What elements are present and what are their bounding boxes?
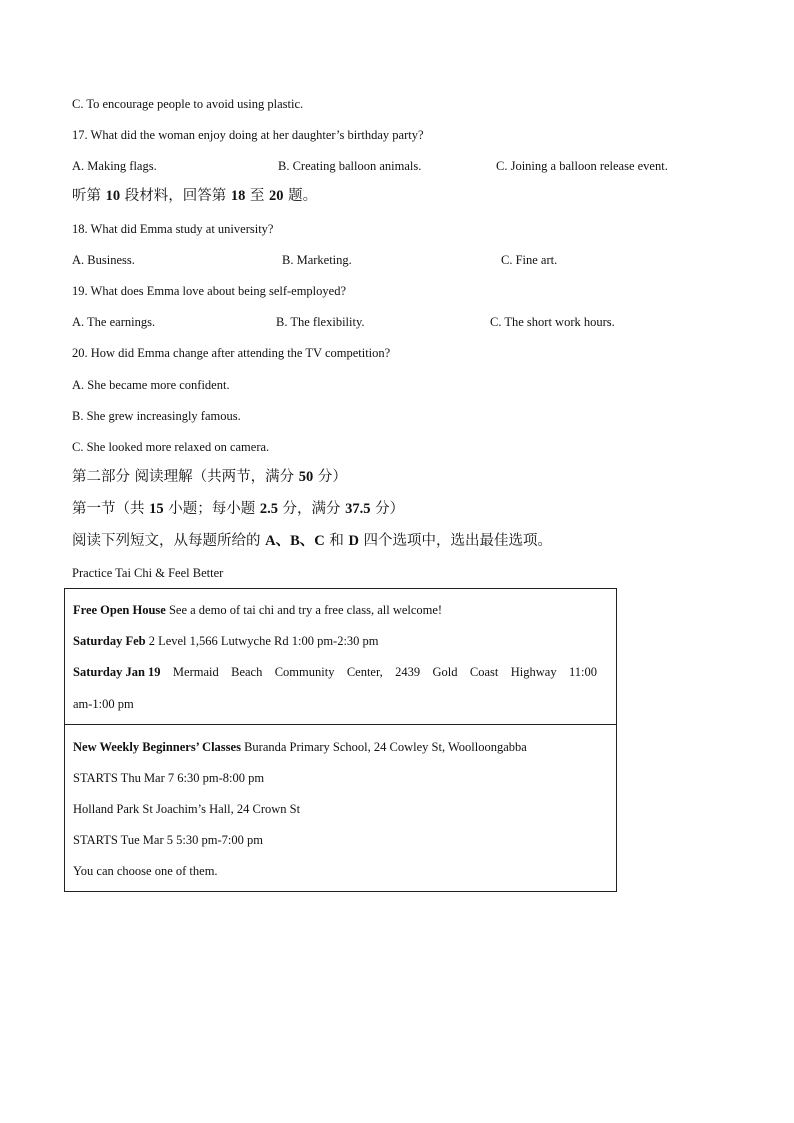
- section-10-instruction: 听第 10 段材料，回答第 18 至 20 题。: [72, 188, 318, 204]
- open-house-heading: Free Open House See a demo of tai chi and try a free class, all welcome!: [73, 603, 443, 617]
- q20-question: 20. How did Emma change after attending the TV competition?: [72, 346, 391, 360]
- q19-option-a: A. The earnings.: [72, 315, 156, 329]
- beginners-start-tue: STARTS Tue Mar 5 5:30 pm-7:00 pm: [73, 833, 263, 847]
- open-house-feb: Saturday Feb 2 Level 1,566 Lutwyche Rd 1:00 pm-2:30 pm: [73, 634, 379, 648]
- q17-question: 17. What did the woman enjoy doing at her daughter’s birthday party?: [72, 128, 424, 142]
- q16-option-c: C. To encourage people to avoid using plastic.: [72, 97, 304, 111]
- q17-option-c: C. Joining a balloon release event.: [496, 159, 668, 173]
- q20-option-b: B. She grew increasingly famous.: [72, 409, 241, 423]
- open-house-box: [64, 588, 617, 725]
- q19-question: 19. What does Emma love about being self-employed?: [72, 284, 346, 298]
- q17-option-a: A. Making flags.: [72, 159, 157, 173]
- q18-option-c: C. Fine art.: [501, 253, 558, 267]
- q19-option-c: C. The short work hours.: [490, 315, 615, 329]
- open-house-jan-time: am-1:00 pm: [73, 697, 134, 711]
- q17-option-b: B. Creating balloon animals.: [278, 159, 422, 173]
- q18-option-b: B. Marketing.: [282, 253, 352, 267]
- passage-title: Practice Tai Chi & Feel Better: [72, 566, 224, 580]
- part-two-heading: 第二部分 阅读理解（共两节，满分 50 分）: [72, 469, 347, 485]
- q18-question: 18. What did Emma study at university?: [72, 222, 274, 236]
- open-house-jan: Saturday Jan 19 Mermaid Beach Community Center, 2439 Gold Coast Highway 11:00: [73, 665, 597, 679]
- q19-option-b: B. The flexibility.: [276, 315, 365, 329]
- q18-option-a: A. Business.: [72, 253, 135, 267]
- beginners-choose-note: You can choose one of them.: [73, 864, 218, 878]
- beginners-classes-box: [64, 724, 617, 892]
- beginners-start-thu: STARTS Thu Mar 7 6:30 pm-8:00 pm: [73, 771, 265, 785]
- section-one-heading: 第一节（共 15 小题；每小题 2.5 分，满分 37.5 分）: [72, 501, 405, 517]
- q20-option-c: C. She looked more relaxed on camera.: [72, 440, 270, 454]
- q20-option-a: A. She became more confident.: [72, 378, 230, 392]
- beginners-holland-park: Holland Park St Joachim’s Hall, 24 Crown St: [73, 802, 301, 816]
- beginners-heading: New Weekly Beginners’ Classes Buranda Primary School, 24 Cowley St, Woolloongabba: [73, 740, 527, 754]
- reading-instruction: 阅读下列短文，从每题所给的 A、B、C 和 D 四个选项中，选出最佳选项。: [72, 533, 553, 549]
